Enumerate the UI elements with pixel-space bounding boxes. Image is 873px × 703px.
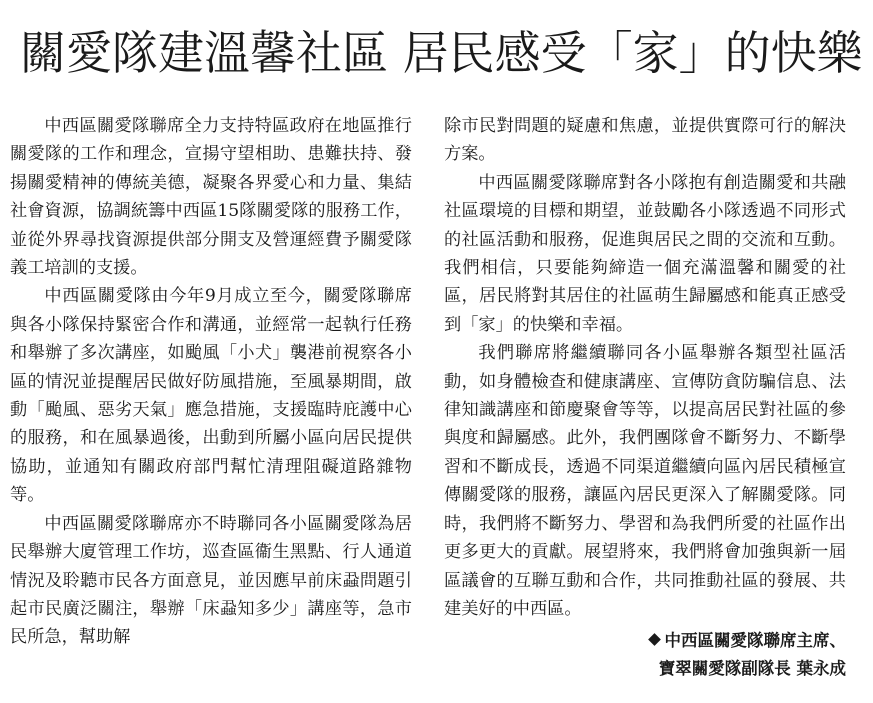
article-paragraph: 中西區關愛隊聯席對各小隊抱有創造關愛和共融社區環境的目標和期望，並鼓勵各小隊透過不同形式的社區活動和服務，促進與居民之間的交流和互動。我們相信，只要能夠締造一個充滿溫馨和關愛的社區，居民將對其居住的社區萌生歸屬感和能真正感受到「家」的快樂和幸福。 [444, 172, 846, 335]
author-byline [444, 627, 846, 683]
article-column-right [444, 112, 846, 683]
byline-title: 中西區關愛隊聯席主席、 [664, 631, 846, 651]
article-paragraph: 中西區關愛隊聯席亦不時聯同各小區關愛隊為居民舉辦大廈管理工作坊，巡查區衞生黑點、行人通道情況及聆聽市民各方面意見，並因應早前床蝨問題引起市民廣泛關注，舉辦「床蝨知多少」講座等，急市民所急，幫助解 [10, 513, 412, 648]
article-paragraph: 中西區關愛隊聯席全力支持特區政府在地區推行關愛隊的工作和理念，宣揚守望相助、患難扶持、發揚關愛精神的傳統美德，凝聚各界愛心和力量、集結社會資源，協調統籌中西區15隊關愛隊的服務工作，並從外界尋找資源提供部分開支及營運經費予關愛隊義工培訓的支援。 [10, 116, 412, 279]
article-headline: 關愛隊建溫馨社區 居民感受「家」的快樂 [20, 26, 863, 80]
article-column-left [10, 112, 412, 652]
article-paragraph: 中西區關愛隊由今年9月成立至今，關愛隊聯席與各小隊保持緊密合作和溝通，並經常一起執行任務和舉辦了多次講座，如颱風「小犬」襲港前視察各小區的情況並提醒居民做好防風措施，至風暴期間，啟動「颱風、惡劣天氣」應急措施，支援臨時庇護中心的服務，和在風暴過後，出動到所屬小區向居民提供協助，並通知有關政府部門幫忙清理阻礙道路雜物等。 [10, 286, 412, 506]
diamond-icon [648, 633, 661, 646]
byline-title-line [444, 627, 846, 655]
byline-author-line: 寶翠關愛隊副隊長 葉永成 [658, 659, 846, 679]
article-paragraph-continued: 除市民對問題的疑慮和焦慮，並提供實際可行的解決方案。 [444, 116, 846, 165]
article-paragraph: 我們聯席將繼續聯同各小區舉辦各類型社區活動，如身體檢查和健康講座、宣傳防貪防騙信息、法律知識講座和節慶聚會等等，以提高居民對社區的參與度和歸屬感。此外，我們團隊會不斷努力、不斷學習和不斷成長，透過不同渠道繼續向區內居民積極宣傳關愛隊的服務，讓區內居民更深入了解關愛隊。同時，我們將不斷努力、學習和為我們所愛的社區作出更多更大的貢獻。展望將來，我們將會加強與新一屆區議會的互聯互動和合作，共同推動社區的發展、共建美好的中西區。 [444, 343, 846, 619]
